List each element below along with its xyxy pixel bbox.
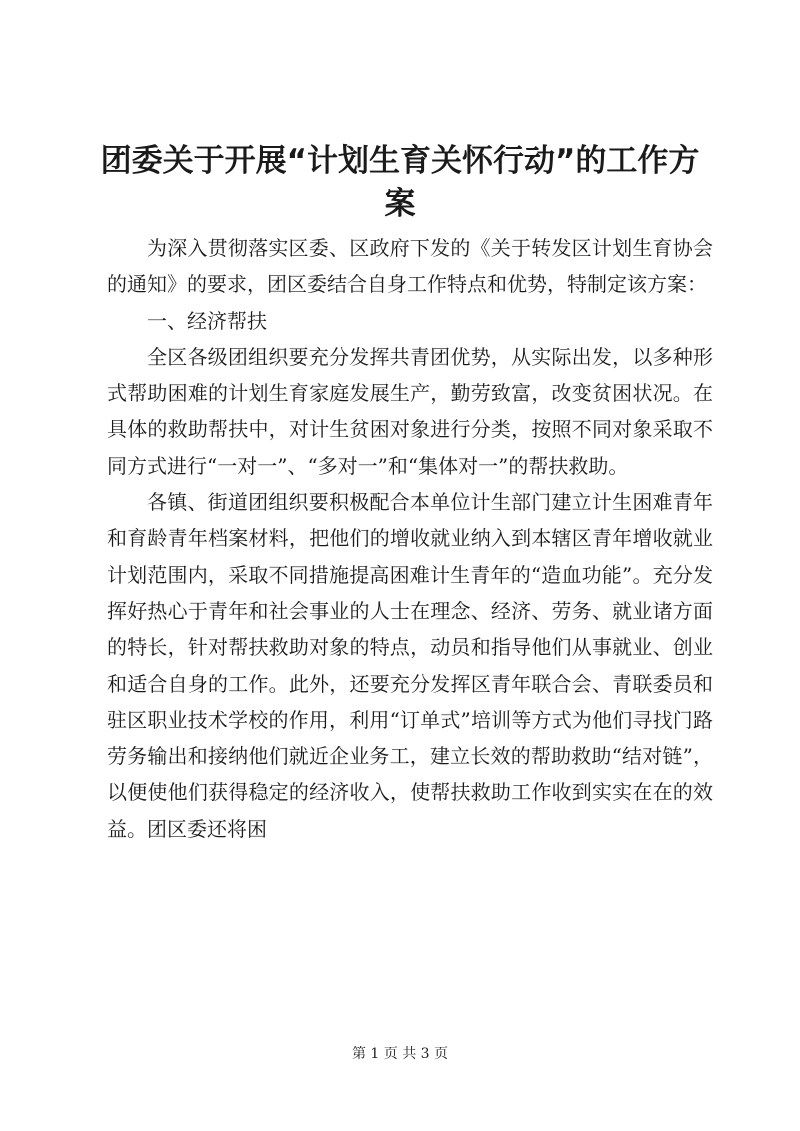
paragraph-2: 各镇、街道团组织要积极配合本单位计生部门建立计生困难青年和育龄青年档案材料，把他们的增收就业纳入到本辖区青年增收就业计划范围内，采取不同措施提高困难计生青年的“造血功能”。充分发挥好热心于青年和社会事业的人士在理念、经济、劳务、就业诸方面的特长，针对帮扶救助对象的特点，动员和指导他们从事就业、创业和适合自身的工作。此外，还要充分发挥区青年联合会、青联委员和驻区职业技术学校的作用，利用“订单式”培训等方式为他们寻找门路劳务输出和接纳他们就近企业务工，建立长效的帮助救助“结对链”，以便使他们获得稳定的经济收入，使帮扶救助工作收到实实在在的效益。团区委还将困 [107,490,713,841]
page-footer: 第 1 页 共 3 页 [351,1046,449,1062]
paragraph-1: 全区各级团组织要充分发挥共青团优势，从实际出发，以多种形式帮助困难的计划生育家庭发展生产，勤劳致富，改变贫困状况。在具体的救助帮扶中，对计生贫困对象进行分类，按照不同对象采取不同方式进行“一对一”、“多对一”和“集体对一”的帮扶救助。 [107,344,713,478]
document-title: 团委关于开展“计划生育关怀行动”的工作方案 [100,143,700,222]
section-heading: 一、经济帮扶 [147,308,267,333]
paragraph-intro: 为深入贯彻落实区委、区政府下发的《关于转发区计划生育协会的通知》的要求，团区委结合自身工作特点和优势，特制定该方案： [107,236,713,297]
document-body [107,230,713,847]
